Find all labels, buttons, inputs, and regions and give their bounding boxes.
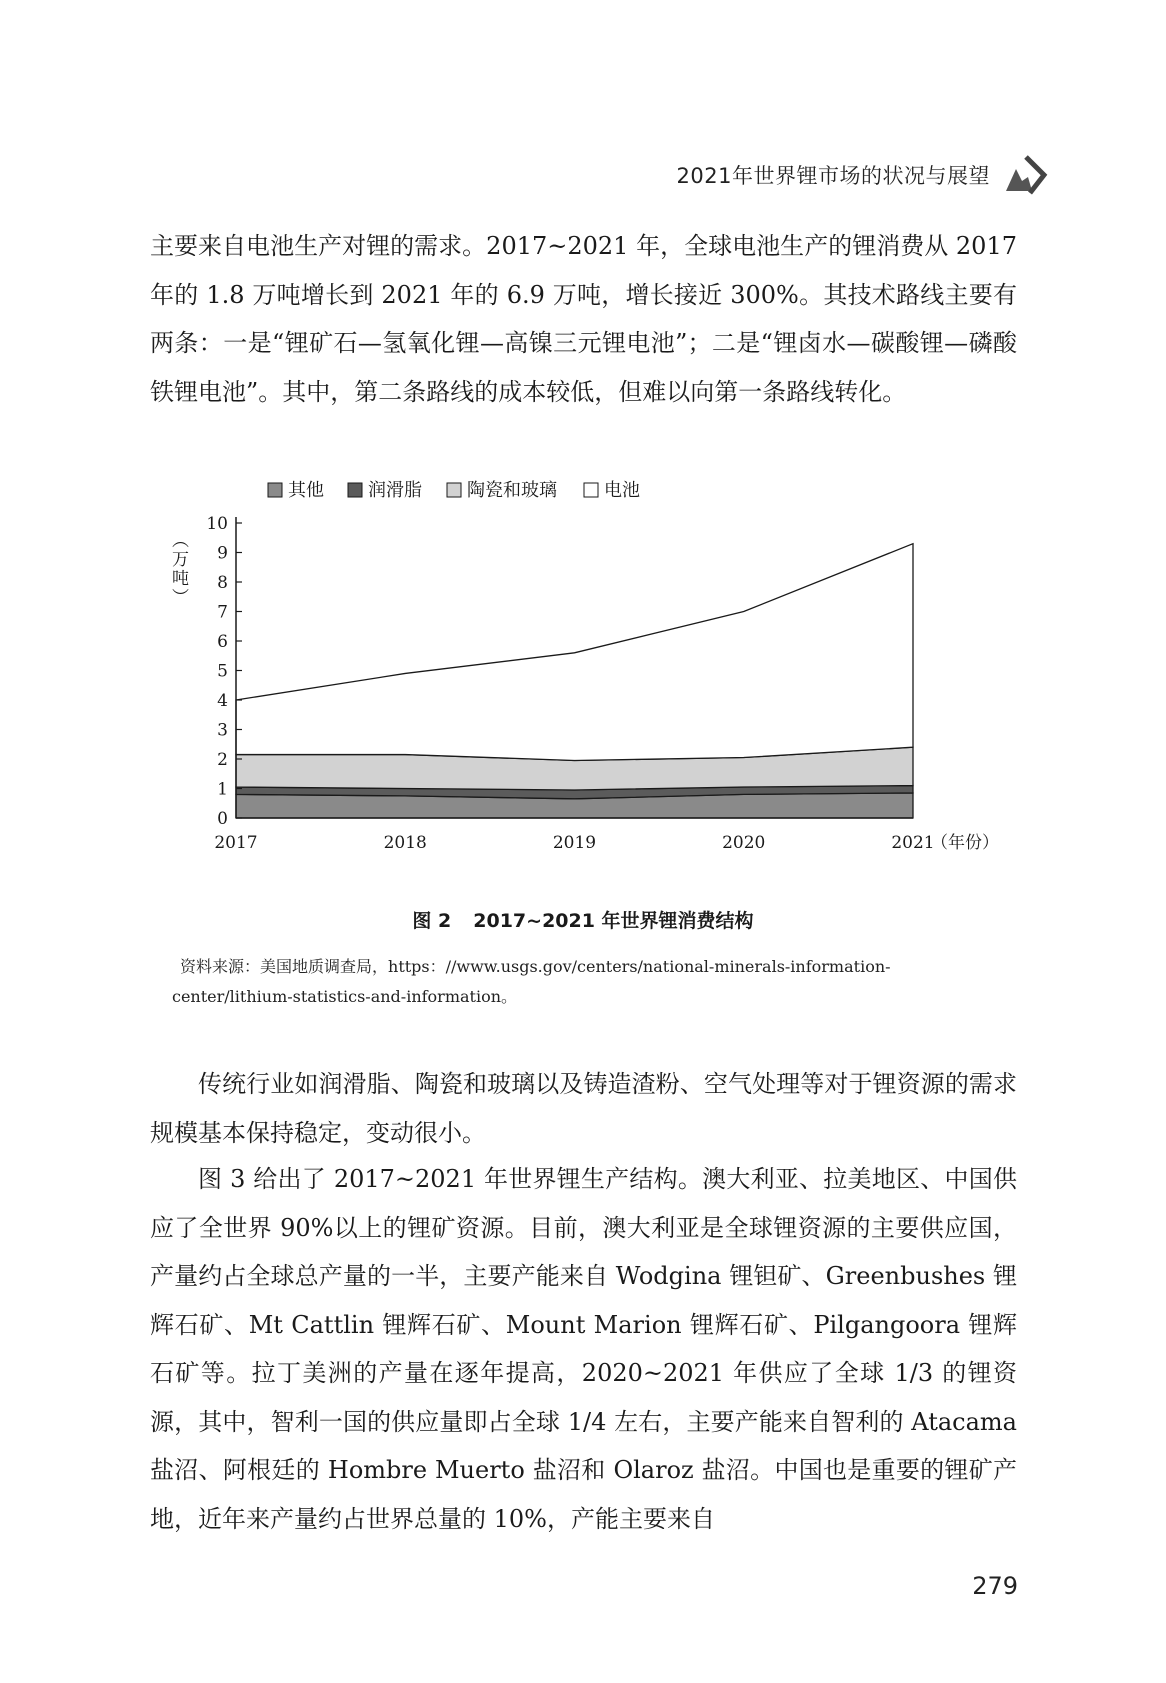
x-unit-label: （年份） (931, 833, 999, 853)
y-tick-label-2: 2 (217, 750, 228, 770)
y-tick-label-0: 0 (217, 809, 228, 829)
paragraph-3: 图 3 给出了 2017~2021 年世界锂生产结构。澳大利亚、拉美地区、中国供应了全世界 90%以上的锂矿资源。目前，澳大利亚是全球锂资源的主要供应国，产量约占全球总产量的一半，主要产能来自 Wodgina 锂钽矿、Greenbushes 锂辉石矿、Mt Cattlin 锂辉石矿、Mount Marion 锂辉石矿、Pilgangoora 锂辉石矿等。拉丁美洲的产量在逐年提高，2020~2021 年供应了全球 1/3 的锂资源，其中，智利一国的供应量即占全球 1/4 左右，主要产能来自智利的 Atacama 盐沼、阿根廷的 Hombre Muerto 盐沼和 Olaroz 盐沼。中国也是重要的锂矿产地，近年来产量约占世界总量的 10%，产能主要来自 (150, 1165, 1017, 1533)
y-tick-label-8: 8 (217, 573, 228, 593)
y-tick-label-3: 3 (217, 720, 228, 741)
x-tick-label-2: 2019 (552, 833, 597, 853)
legend-label-1: 润滑脂 (368, 480, 422, 501)
legend-label-3: 电池 (604, 480, 640, 501)
x-tick-label-1: 2018 (383, 833, 427, 853)
y-tick-label-7: 7 (217, 602, 228, 623)
source-line-2: center/lithium-statistics-and-information。 (172, 987, 518, 1006)
y-tick-label-6: 6 (217, 632, 228, 652)
page-number: 279 (972, 1572, 1018, 1600)
legend-label-2: 陶瓷和玻璃 (467, 480, 557, 501)
running-head (677, 150, 1048, 200)
x-tick-label-0: 2017 (214, 833, 258, 853)
legend-swatch-1 (348, 483, 362, 497)
figure-title: 2017~2021 年世界锂消费结构 (473, 910, 754, 932)
y-tick-label-10: 10 (206, 514, 228, 534)
paragraph-2: 传统行业如润滑脂、陶瓷和玻璃以及铸造渣粉、空气处理等对于锂资源的需求规模基本保持稳定，变动很小。 (150, 1070, 1017, 1147)
chapter-arrow-icon (1002, 153, 1048, 197)
legend-label-0: 其他 (288, 480, 324, 501)
y-tick-label-4: 4 (217, 691, 228, 711)
legend-swatch-3 (584, 483, 598, 497)
y-unit-label: （万吨） (168, 531, 188, 607)
source-line-1: 美国地质调查局，https：//www.usgs.gov/centers/national-minerals-information- (260, 957, 891, 976)
x-tick-label-3: 2020 (722, 833, 766, 853)
y-tick-label-9: 9 (217, 543, 228, 564)
legend-swatch-2 (447, 483, 461, 497)
legend-swatch-0 (268, 483, 282, 497)
y-tick-label-5: 5 (217, 661, 228, 682)
figure-source (172, 952, 1010, 1012)
area-series-3 (236, 544, 913, 761)
y-tick-label-1: 1 (217, 779, 228, 800)
paragraph-1: 主要来自电池生产对锂的需求。2017~2021 年，全球电池生产的锂消费从 2017 年的 1.8 万吨增长到 2021 年的 6.9 万吨，增长接近 300%。其技术路线主要有两条：一是“锂矿石—氢氧化锂—高镍三元锂电池”；二是“锂卤水—碳酸锂—磷酸铁锂电池”。其中，第二条路线的成本较低，但难以向第一条路线转化。 (150, 232, 1017, 406)
x-tick-label-4: 2021 (891, 833, 935, 853)
running-head-title: 2021年世界锂市场的状况与展望 (676, 164, 990, 188)
source-label: 资料来源： (180, 957, 261, 976)
figure-caption (0, 906, 1166, 933)
figure-number: 图 2 (412, 910, 452, 932)
chart-svg (160, 480, 999, 860)
lithium-consumption-chart (160, 480, 999, 864)
